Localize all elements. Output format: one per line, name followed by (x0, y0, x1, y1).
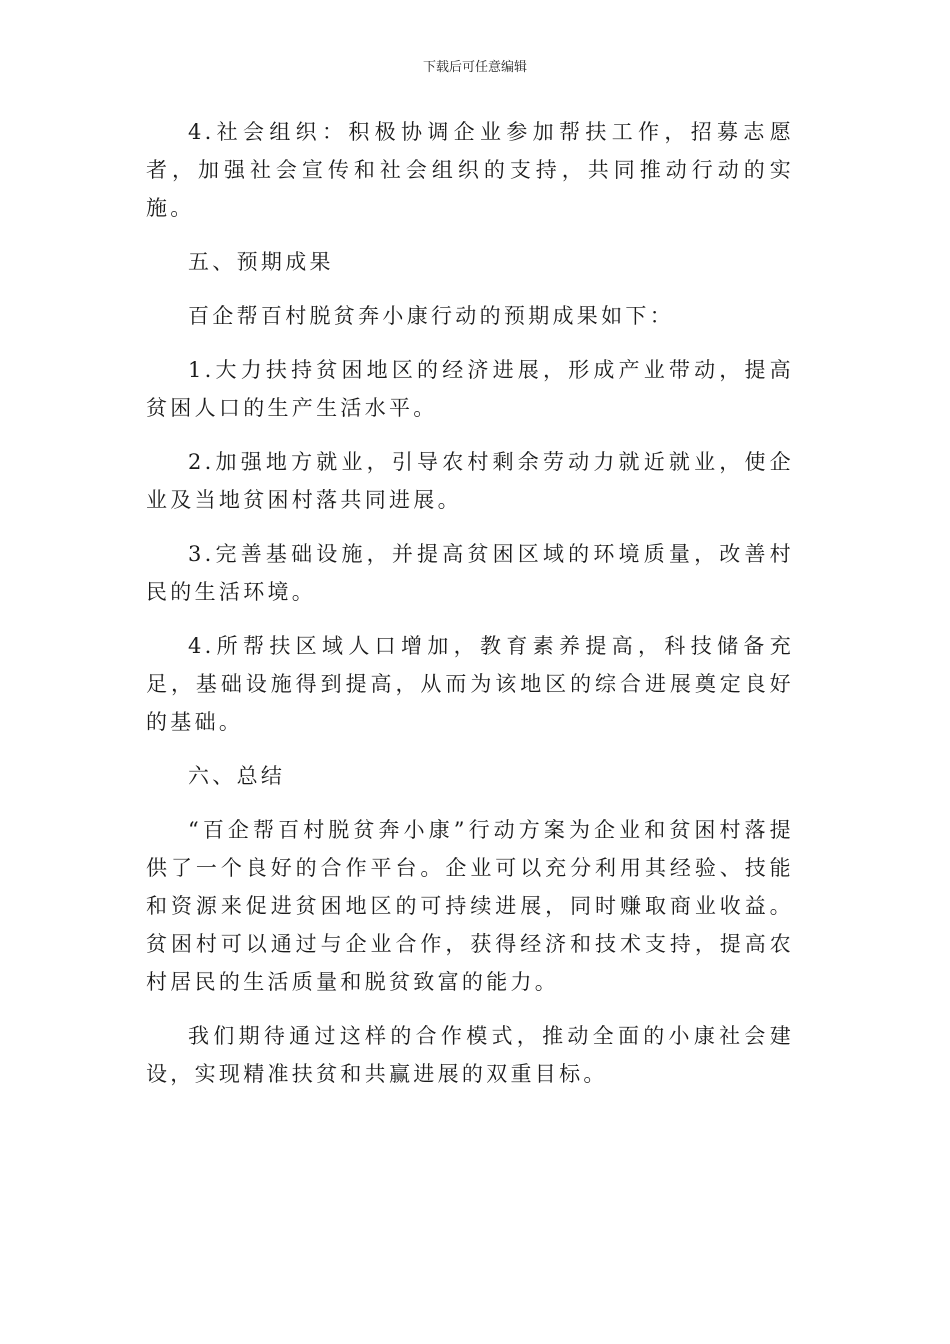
paragraph-result-3: 3.完善基础设施，并提高贫困区域的环境质量，改善村民的生活环境。 (146, 542, 794, 604)
paragraph-social-organization: 4.社会组织：积极协调企业参加帮扶工作，招募志愿者，加强社会宣传和社会组织的支持，共同推动行动的实施。 (146, 120, 794, 220)
paragraph-closing: 我们期待通过这样的合作模式，推动全面的小康社会建设，实现精准扶贫和共赢进展的双重目标。 (146, 1024, 794, 1086)
document-body (146, 113, 794, 1109)
paragraph-results-intro: 百企帮百村脱贫奔小康行动的预期成果如下： (188, 304, 674, 328)
paragraph-result-1: 1.大力扶持贫困地区的经济进展，形成产业带动，提高贫困人口的生产生活水平。 (146, 358, 794, 420)
paragraph-summary: “百企帮百村脱贫奔小康”行动方案为企业和贫困村落提供了一个良好的合作平台。企业可以充分利用其经验、技能和资源来促进贫困地区的可持续进展，同时赚取商业收益。贫困村可以通过与企业合作，获得经济和技术支持，提高农村居民的生活质量和脱贫致富的能力。 (146, 818, 794, 994)
section-heading-summary: 六、总结 (188, 764, 286, 788)
section-heading-expected-results: 五、预期成果 (188, 250, 334, 274)
page-header: 下载后可任意编辑 (422, 60, 527, 75)
paragraph-result-4: 4.所帮扶区域人口增加，教育素养提高，科技储备充足，基础设施得到提高，从而为该地区的综合进展奠定良好的基础。 (146, 634, 794, 734)
paragraph-result-2: 2.加强地方就业，引导农村剩余劳动力就近就业，使企业及当地贫困村落共同进展。 (146, 450, 794, 512)
